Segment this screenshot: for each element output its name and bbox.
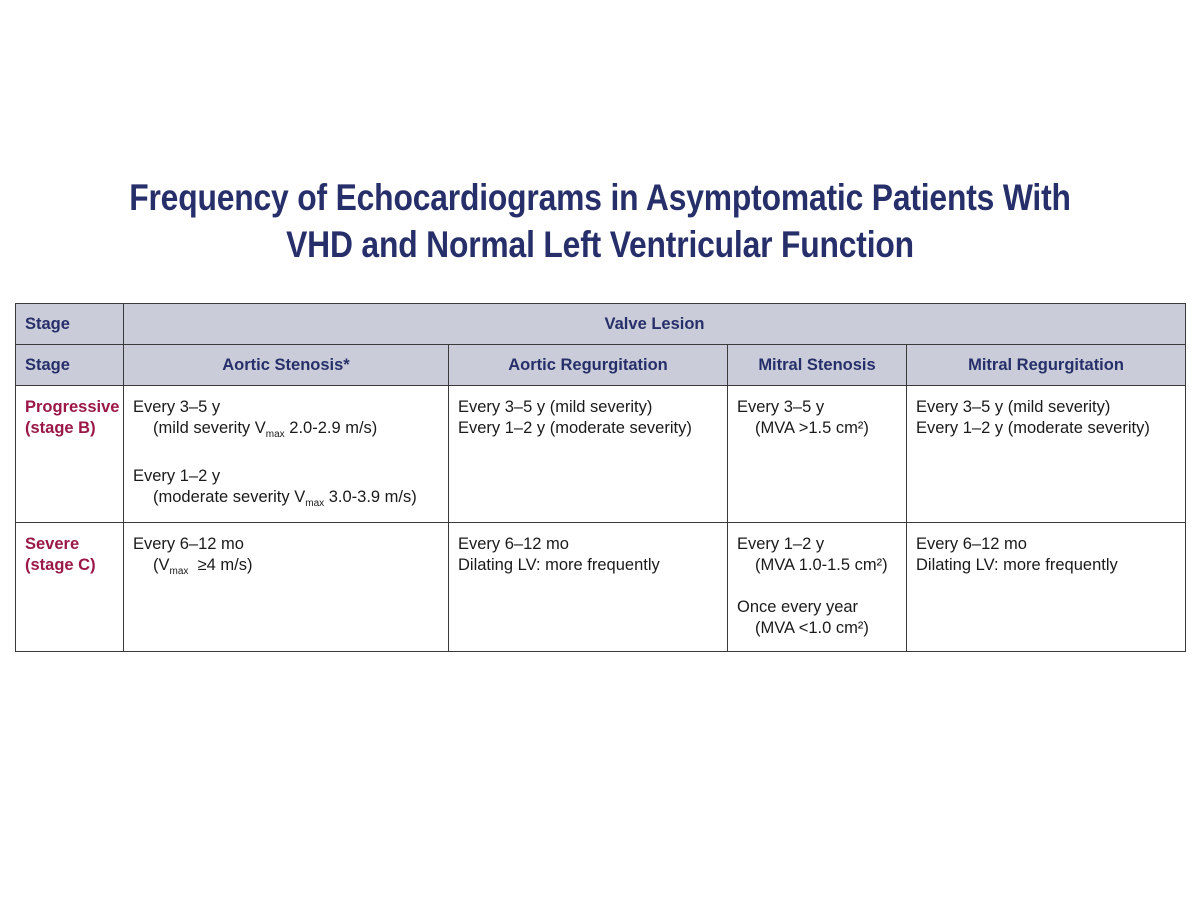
aortic-regurgitation-cell xyxy=(449,386,728,523)
cell-line: Once every year xyxy=(737,598,859,616)
vmax-subscript: max xyxy=(305,498,325,509)
cell-line: Dilating LV: more frequently xyxy=(458,556,660,574)
stage-cell xyxy=(16,523,124,652)
stage-cell xyxy=(16,386,124,523)
aortic-stenosis-cell xyxy=(124,386,449,523)
cell-line: (mild severity $V_{max}$ 2.0-2.9 m/s) xyxy=(153,419,378,440)
title-line-2: VHD and Normal Left Ventricular Function xyxy=(286,224,914,265)
cell-line: Every 3–5 y xyxy=(133,398,221,416)
header-mitral-regurgitation: Mitral Regurgitation xyxy=(907,345,1186,386)
header-row-1 xyxy=(16,304,1186,345)
cell-line: Every 6–12 mo xyxy=(458,535,569,553)
cell-line: Every 3–5 y (mild severity) xyxy=(916,398,1111,416)
mitral-regurgitation-cell xyxy=(907,386,1186,523)
cell-line: Every 1–2 y (moderate severity) xyxy=(458,419,692,437)
cell-line: Every 3–5 y (mild severity) xyxy=(458,398,653,416)
cell-line: Every 1–2 y (moderate severity) xyxy=(916,419,1150,437)
cell-line: Dilating LV: more frequently xyxy=(916,556,1118,574)
aortic-stenosis-cell xyxy=(124,523,449,652)
aortic-regurgitation-cell xyxy=(449,523,728,652)
header-valve-lesion: Valve Lesion xyxy=(124,304,1186,345)
vmax-subscript: max xyxy=(169,566,189,577)
stage-label: Severe xyxy=(25,535,80,553)
header-aortic-regurgitation: Aortic Regurgitation xyxy=(449,345,728,386)
header-stage-2: Stage xyxy=(16,345,124,386)
cell-line: Every 1–2 y xyxy=(737,535,825,553)
page-title xyxy=(84,174,1116,268)
cell-line: ($V_{max} \ge 4$ m/s) xyxy=(153,556,253,577)
cell-line: (MVA 1.0-1.5 cm²) xyxy=(755,556,888,574)
vmax-subscript: max xyxy=(265,429,285,440)
stage-label: Progressive xyxy=(25,398,120,416)
table-row-severe xyxy=(16,523,1186,652)
cell-line: (MVA <1.0 cm²) xyxy=(755,619,869,637)
mitral-stenosis-cell xyxy=(728,523,907,652)
mitral-regurgitation-cell xyxy=(907,523,1186,652)
cell-line: Every 6–12 mo xyxy=(133,535,244,553)
table-row-progressive xyxy=(16,386,1186,523)
stage-sublabel: (stage C) xyxy=(25,556,96,574)
cell-line: Every 3–5 y xyxy=(737,398,825,416)
header-aortic-stenosis: Aortic Stenosis* xyxy=(124,345,449,386)
mitral-stenosis-cell xyxy=(728,386,907,523)
echo-frequency-table xyxy=(15,303,1186,652)
header-stage: Stage xyxy=(16,304,124,345)
stage-sublabel: (stage B) xyxy=(25,419,96,437)
cell-line: Every 1–2 y xyxy=(133,467,221,485)
header-mitral-stenosis: Mitral Stenosis xyxy=(728,345,907,386)
title-line-1: Frequency of Echocardiograms in Asymptomatic Patients With xyxy=(129,177,1071,218)
header-row-2 xyxy=(16,345,1186,386)
cell-line: (MVA >1.5 cm²) xyxy=(755,419,869,437)
cell-line: Every 6–12 mo xyxy=(916,535,1027,553)
cell-line: (moderate severity $V_{max}$ 3.0-3.9 m/s) xyxy=(153,488,417,509)
